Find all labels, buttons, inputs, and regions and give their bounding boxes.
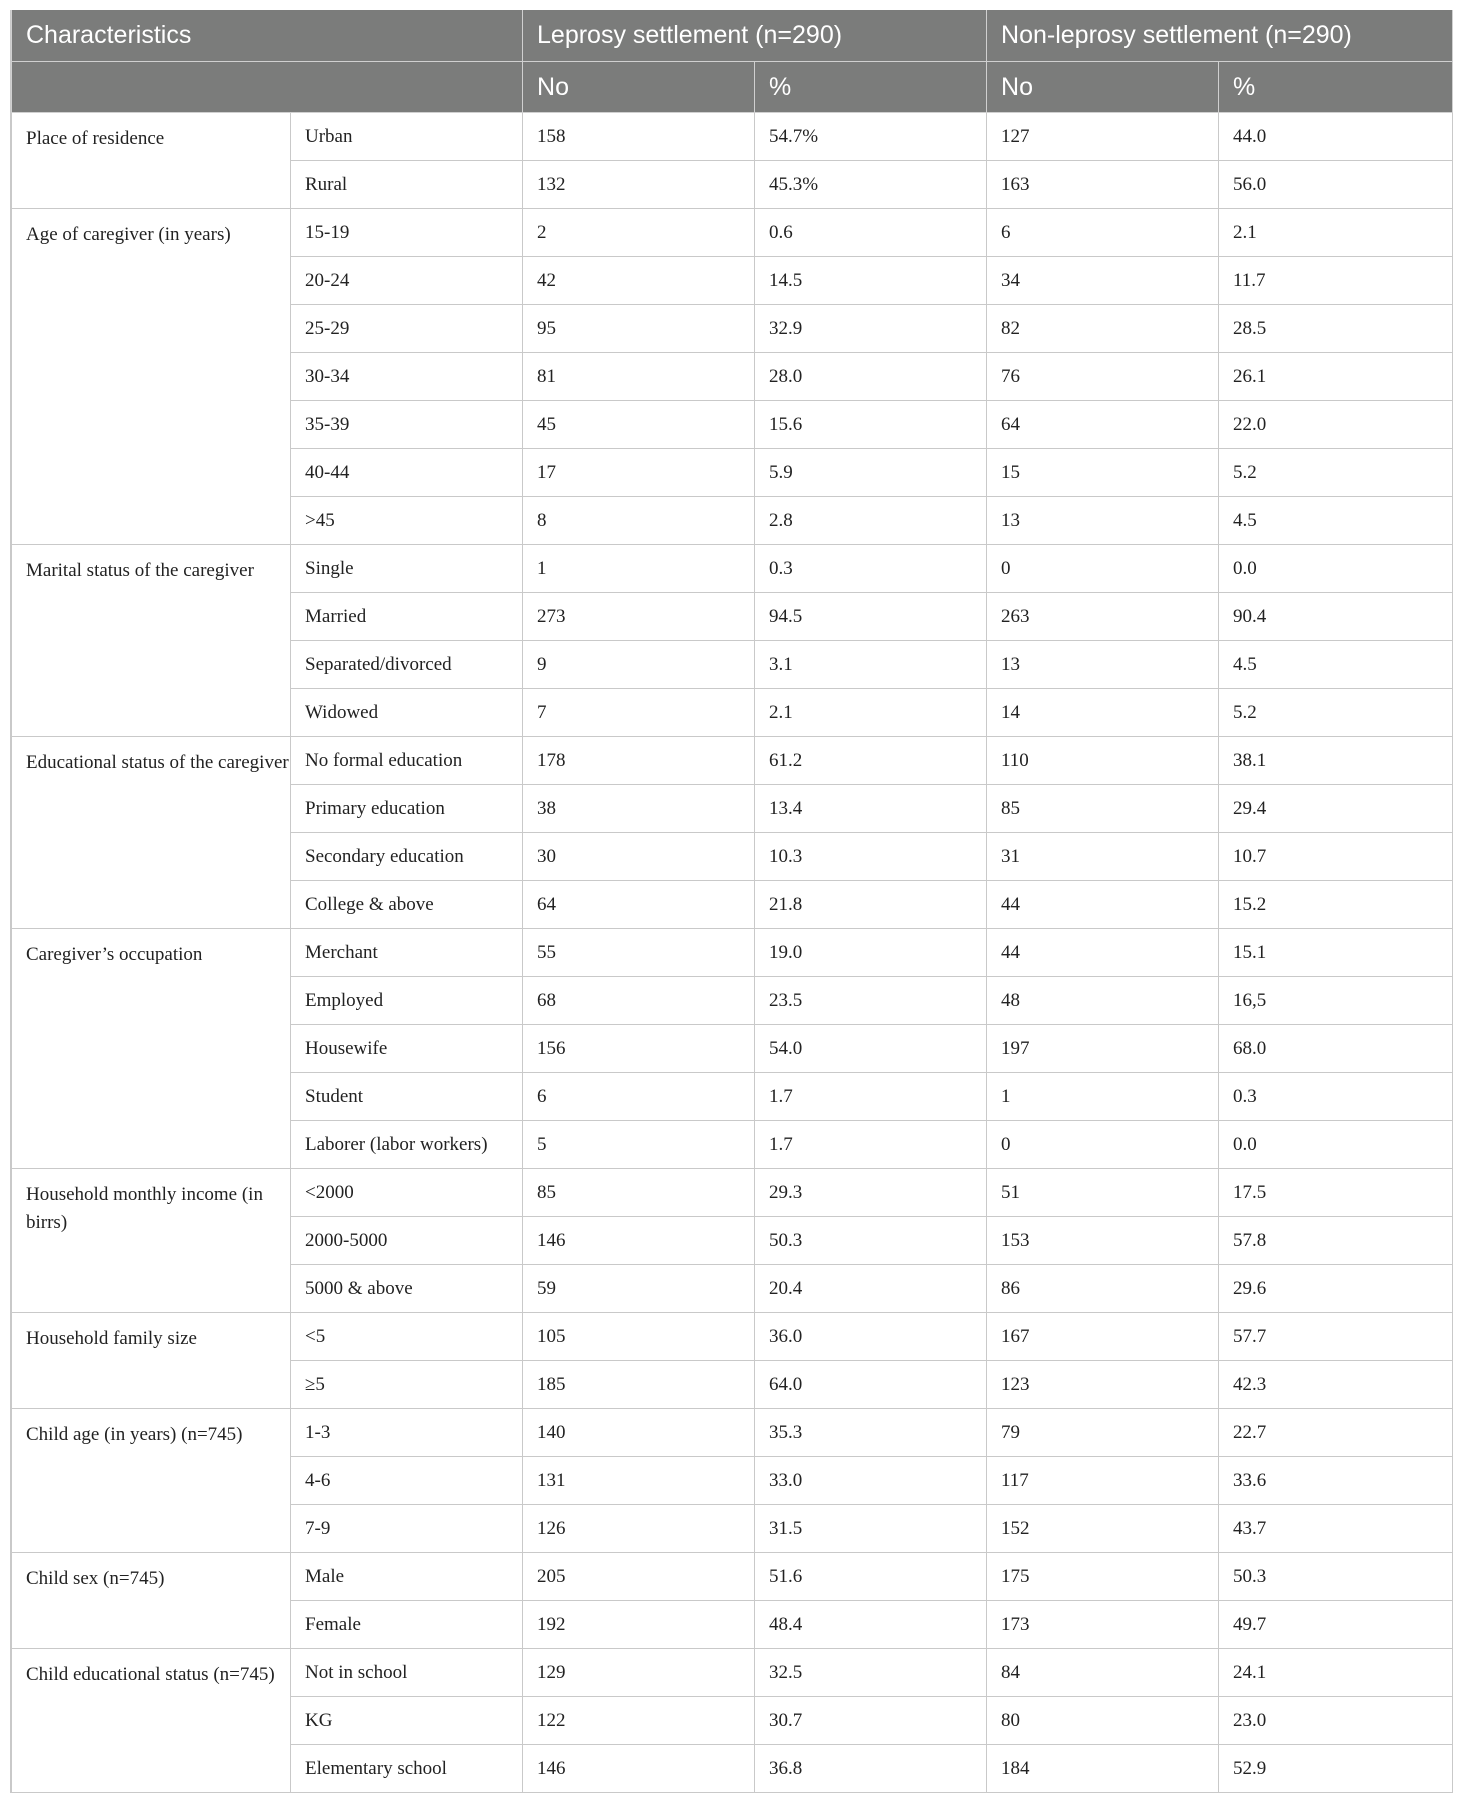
table-container bbox=[10, 10, 1452, 1793]
non-leprosy-pct: 57.8 bbox=[1219, 1217, 1453, 1265]
group-label: Marital status of the caregiver bbox=[12, 545, 291, 737]
table-row bbox=[12, 545, 1453, 593]
row-category: Widowed bbox=[291, 689, 523, 737]
non-leprosy-pct: 11.7 bbox=[1219, 257, 1453, 305]
row-category: Elementary school bbox=[291, 1745, 523, 1793]
leprosy-no: 2 bbox=[523, 209, 755, 257]
row-category: 35-39 bbox=[291, 401, 523, 449]
row-category: No formal education bbox=[291, 737, 523, 785]
row-category: Male bbox=[291, 1553, 523, 1601]
leprosy-no: 64 bbox=[523, 881, 755, 929]
leprosy-no: 55 bbox=[523, 929, 755, 977]
leprosy-pct: 15.6 bbox=[755, 401, 987, 449]
leprosy-pct: 35.3 bbox=[755, 1409, 987, 1457]
table-row bbox=[12, 1169, 1453, 1217]
leprosy-pct: 64.0 bbox=[755, 1361, 987, 1409]
table-row bbox=[12, 1649, 1453, 1697]
leprosy-pct: 31.5 bbox=[755, 1505, 987, 1553]
row-category: Married bbox=[291, 593, 523, 641]
table-row bbox=[12, 1313, 1453, 1361]
table-body bbox=[12, 113, 1453, 1793]
non-leprosy-no: 0 bbox=[987, 545, 1219, 593]
non-leprosy-pct: 33.6 bbox=[1219, 1457, 1453, 1505]
table-row bbox=[12, 929, 1453, 977]
table-row bbox=[12, 1409, 1453, 1457]
leprosy-pct: 29.3 bbox=[755, 1169, 987, 1217]
row-category: 5000 & above bbox=[291, 1265, 523, 1313]
row-category: Student bbox=[291, 1073, 523, 1121]
non-leprosy-pct: 28.5 bbox=[1219, 305, 1453, 353]
row-category: KG bbox=[291, 1697, 523, 1745]
row-category: <2000 bbox=[291, 1169, 523, 1217]
row-category: Employed bbox=[291, 977, 523, 1025]
non-leprosy-no: 0 bbox=[987, 1121, 1219, 1169]
group-label: Child sex (n=745) bbox=[12, 1553, 291, 1649]
row-category: >45 bbox=[291, 497, 523, 545]
leprosy-pct: 2.8 bbox=[755, 497, 987, 545]
leprosy-pct: 61.2 bbox=[755, 737, 987, 785]
leprosy-pct: 50.3 bbox=[755, 1217, 987, 1265]
leprosy-pct: 51.6 bbox=[755, 1553, 987, 1601]
non-leprosy-pct: 43.7 bbox=[1219, 1505, 1453, 1553]
table-row bbox=[12, 113, 1453, 161]
leprosy-no: 17 bbox=[523, 449, 755, 497]
non-leprosy-pct: 90.4 bbox=[1219, 593, 1453, 641]
leprosy-pct: 1.7 bbox=[755, 1121, 987, 1169]
row-category: 1-3 bbox=[291, 1409, 523, 1457]
leprosy-no: 129 bbox=[523, 1649, 755, 1697]
non-leprosy-no: 14 bbox=[987, 689, 1219, 737]
leprosy-pct: 36.8 bbox=[755, 1745, 987, 1793]
non-leprosy-no: 13 bbox=[987, 641, 1219, 689]
non-leprosy-no: 197 bbox=[987, 1025, 1219, 1073]
leprosy-no: 38 bbox=[523, 785, 755, 833]
non-leprosy-pct: 29.6 bbox=[1219, 1265, 1453, 1313]
non-leprosy-no: 184 bbox=[987, 1745, 1219, 1793]
leprosy-no: 45 bbox=[523, 401, 755, 449]
non-leprosy-pct: 4.5 bbox=[1219, 641, 1453, 689]
group-label: Child educational status (n=745) bbox=[12, 1649, 291, 1793]
leprosy-no: 185 bbox=[523, 1361, 755, 1409]
non-leprosy-pct: 10.7 bbox=[1219, 833, 1453, 881]
non-leprosy-no: 64 bbox=[987, 401, 1219, 449]
leprosy-no: 273 bbox=[523, 593, 755, 641]
non-leprosy-no: 173 bbox=[987, 1601, 1219, 1649]
group-label: Educational status of the caregiver bbox=[12, 737, 291, 929]
non-leprosy-pct: 29.4 bbox=[1219, 785, 1453, 833]
leprosy-pct: 20.4 bbox=[755, 1265, 987, 1313]
non-leprosy-pct: 57.7 bbox=[1219, 1313, 1453, 1361]
non-leprosy-no: 82 bbox=[987, 305, 1219, 353]
non-leprosy-pct: 24.1 bbox=[1219, 1649, 1453, 1697]
row-category: College & above bbox=[291, 881, 523, 929]
non-leprosy-pct: 42.3 bbox=[1219, 1361, 1453, 1409]
leprosy-no: 30 bbox=[523, 833, 755, 881]
row-category: Primary education bbox=[291, 785, 523, 833]
non-leprosy-no: 263 bbox=[987, 593, 1219, 641]
row-category: Housewife bbox=[291, 1025, 523, 1073]
leprosy-pct: 36.0 bbox=[755, 1313, 987, 1361]
header-row-1 bbox=[12, 10, 1453, 62]
leprosy-no: 140 bbox=[523, 1409, 755, 1457]
group-label: Caregiver’s occupation bbox=[12, 929, 291, 1169]
leprosy-no: 146 bbox=[523, 1217, 755, 1265]
row-category: 25-29 bbox=[291, 305, 523, 353]
leprosy-pct: 33.0 bbox=[755, 1457, 987, 1505]
row-category: Laborer (labor workers) bbox=[291, 1121, 523, 1169]
table-row bbox=[12, 209, 1453, 257]
leprosy-no: 42 bbox=[523, 257, 755, 305]
leprosy-pct: 0.3 bbox=[755, 545, 987, 593]
non-leprosy-no: 167 bbox=[987, 1313, 1219, 1361]
non-leprosy-pct: 50.3 bbox=[1219, 1553, 1453, 1601]
header-blank bbox=[12, 62, 523, 113]
non-leprosy-pct: 15.1 bbox=[1219, 929, 1453, 977]
leprosy-pct: 10.3 bbox=[755, 833, 987, 881]
non-leprosy-no: 163 bbox=[987, 161, 1219, 209]
table-row bbox=[12, 737, 1453, 785]
non-leprosy-pct: 52.9 bbox=[1219, 1745, 1453, 1793]
non-leprosy-no: 6 bbox=[987, 209, 1219, 257]
leprosy-pct: 45.3% bbox=[755, 161, 987, 209]
header-row-2 bbox=[12, 62, 1453, 113]
leprosy-no: 192 bbox=[523, 1601, 755, 1649]
leprosy-no: 5 bbox=[523, 1121, 755, 1169]
non-leprosy-no: 15 bbox=[987, 449, 1219, 497]
leprosy-pct: 5.9 bbox=[755, 449, 987, 497]
header-leprosy-pct: % bbox=[755, 62, 987, 113]
leprosy-no: 7 bbox=[523, 689, 755, 737]
group-label: Household family size bbox=[12, 1313, 291, 1409]
non-leprosy-no: 1 bbox=[987, 1073, 1219, 1121]
leprosy-no: 6 bbox=[523, 1073, 755, 1121]
non-leprosy-pct: 22.0 bbox=[1219, 401, 1453, 449]
leprosy-no: 105 bbox=[523, 1313, 755, 1361]
leprosy-pct: 48.4 bbox=[755, 1601, 987, 1649]
non-leprosy-no: 127 bbox=[987, 113, 1219, 161]
group-label: Household monthly income (in birrs) bbox=[12, 1169, 291, 1313]
leprosy-pct: 14.5 bbox=[755, 257, 987, 305]
header-leprosy-no: No bbox=[523, 62, 755, 113]
leprosy-pct: 32.9 bbox=[755, 305, 987, 353]
leprosy-no: 68 bbox=[523, 977, 755, 1025]
row-category: Rural bbox=[291, 161, 523, 209]
non-leprosy-no: 44 bbox=[987, 929, 1219, 977]
non-leprosy-no: 86 bbox=[987, 1265, 1219, 1313]
header-non-leprosy-pct: % bbox=[1219, 62, 1453, 113]
non-leprosy-no: 117 bbox=[987, 1457, 1219, 1505]
row-category: Urban bbox=[291, 113, 523, 161]
leprosy-no: 85 bbox=[523, 1169, 755, 1217]
leprosy-pct: 94.5 bbox=[755, 593, 987, 641]
non-leprosy-pct: 4.5 bbox=[1219, 497, 1453, 545]
non-leprosy-no: 13 bbox=[987, 497, 1219, 545]
row-category: <5 bbox=[291, 1313, 523, 1361]
leprosy-pct: 21.8 bbox=[755, 881, 987, 929]
leprosy-no: 131 bbox=[523, 1457, 755, 1505]
leprosy-pct: 13.4 bbox=[755, 785, 987, 833]
leprosy-pct: 3.1 bbox=[755, 641, 987, 689]
row-category: Single bbox=[291, 545, 523, 593]
leprosy-no: 8 bbox=[523, 497, 755, 545]
non-leprosy-no: 76 bbox=[987, 353, 1219, 401]
non-leprosy-pct: 15.2 bbox=[1219, 881, 1453, 929]
header-characteristics: Characteristics bbox=[12, 10, 523, 62]
leprosy-no: 81 bbox=[523, 353, 755, 401]
characteristics-table bbox=[11, 10, 1453, 1793]
table-row bbox=[12, 1553, 1453, 1601]
leprosy-pct: 19.0 bbox=[755, 929, 987, 977]
leprosy-no: 156 bbox=[523, 1025, 755, 1073]
non-leprosy-pct: 0.3 bbox=[1219, 1073, 1453, 1121]
header-leprosy-settlement: Leprosy settlement (n=290) bbox=[523, 10, 987, 62]
leprosy-pct: 54.7% bbox=[755, 113, 987, 161]
non-leprosy-no: 80 bbox=[987, 1697, 1219, 1745]
row-category: 7-9 bbox=[291, 1505, 523, 1553]
group-label: Place of residence bbox=[12, 113, 291, 209]
leprosy-no: 126 bbox=[523, 1505, 755, 1553]
leprosy-no: 158 bbox=[523, 113, 755, 161]
header-non-leprosy-no: No bbox=[987, 62, 1219, 113]
row-category: 20-24 bbox=[291, 257, 523, 305]
non-leprosy-no: 152 bbox=[987, 1505, 1219, 1553]
non-leprosy-no: 175 bbox=[987, 1553, 1219, 1601]
non-leprosy-no: 31 bbox=[987, 833, 1219, 881]
non-leprosy-pct: 44.0 bbox=[1219, 113, 1453, 161]
non-leprosy-pct: 0.0 bbox=[1219, 545, 1453, 593]
non-leprosy-no: 153 bbox=[987, 1217, 1219, 1265]
non-leprosy-no: 48 bbox=[987, 977, 1219, 1025]
non-leprosy-pct: 22.7 bbox=[1219, 1409, 1453, 1457]
group-label: Child age (in years) (n=745) bbox=[12, 1409, 291, 1553]
leprosy-pct: 1.7 bbox=[755, 1073, 987, 1121]
non-leprosy-no: 34 bbox=[987, 257, 1219, 305]
non-leprosy-pct: 23.0 bbox=[1219, 1697, 1453, 1745]
leprosy-pct: 23.5 bbox=[755, 977, 987, 1025]
leprosy-no: 146 bbox=[523, 1745, 755, 1793]
leprosy-pct: 0.6 bbox=[755, 209, 987, 257]
row-category: Merchant bbox=[291, 929, 523, 977]
non-leprosy-no: 79 bbox=[987, 1409, 1219, 1457]
non-leprosy-pct: 16,5 bbox=[1219, 977, 1453, 1025]
row-category: 2000-5000 bbox=[291, 1217, 523, 1265]
non-leprosy-pct: 68.0 bbox=[1219, 1025, 1453, 1073]
non-leprosy-pct: 38.1 bbox=[1219, 737, 1453, 785]
non-leprosy-pct: 5.2 bbox=[1219, 689, 1453, 737]
leprosy-pct: 30.7 bbox=[755, 1697, 987, 1745]
non-leprosy-no: 85 bbox=[987, 785, 1219, 833]
non-leprosy-no: 84 bbox=[987, 1649, 1219, 1697]
row-category: ≥5 bbox=[291, 1361, 523, 1409]
table-header bbox=[12, 10, 1453, 113]
non-leprosy-pct: 5.2 bbox=[1219, 449, 1453, 497]
leprosy-no: 59 bbox=[523, 1265, 755, 1313]
non-leprosy-no: 44 bbox=[987, 881, 1219, 929]
leprosy-pct: 28.0 bbox=[755, 353, 987, 401]
non-leprosy-no: 51 bbox=[987, 1169, 1219, 1217]
leprosy-no: 132 bbox=[523, 161, 755, 209]
non-leprosy-pct: 49.7 bbox=[1219, 1601, 1453, 1649]
non-leprosy-pct: 0.0 bbox=[1219, 1121, 1453, 1169]
non-leprosy-pct: 56.0 bbox=[1219, 161, 1453, 209]
row-category: 30-34 bbox=[291, 353, 523, 401]
leprosy-no: 95 bbox=[523, 305, 755, 353]
row-category: Female bbox=[291, 1601, 523, 1649]
header-non-leprosy-settlement: Non-leprosy settlement (n=290) bbox=[987, 10, 1453, 62]
row-category: 40-44 bbox=[291, 449, 523, 497]
row-category: 4-6 bbox=[291, 1457, 523, 1505]
non-leprosy-no: 123 bbox=[987, 1361, 1219, 1409]
non-leprosy-pct: 26.1 bbox=[1219, 353, 1453, 401]
leprosy-no: 122 bbox=[523, 1697, 755, 1745]
group-label: Age of caregiver (in years) bbox=[12, 209, 291, 545]
leprosy-pct: 54.0 bbox=[755, 1025, 987, 1073]
leprosy-pct: 2.1 bbox=[755, 689, 987, 737]
row-category: Not in school bbox=[291, 1649, 523, 1697]
leprosy-pct: 32.5 bbox=[755, 1649, 987, 1697]
non-leprosy-no: 110 bbox=[987, 737, 1219, 785]
leprosy-no: 205 bbox=[523, 1553, 755, 1601]
row-category: 15-19 bbox=[291, 209, 523, 257]
non-leprosy-pct: 2.1 bbox=[1219, 209, 1453, 257]
leprosy-no: 1 bbox=[523, 545, 755, 593]
non-leprosy-pct: 17.5 bbox=[1219, 1169, 1453, 1217]
row-category: Separated/divorced bbox=[291, 641, 523, 689]
leprosy-no: 9 bbox=[523, 641, 755, 689]
leprosy-no: 178 bbox=[523, 737, 755, 785]
row-category: Secondary education bbox=[291, 833, 523, 881]
